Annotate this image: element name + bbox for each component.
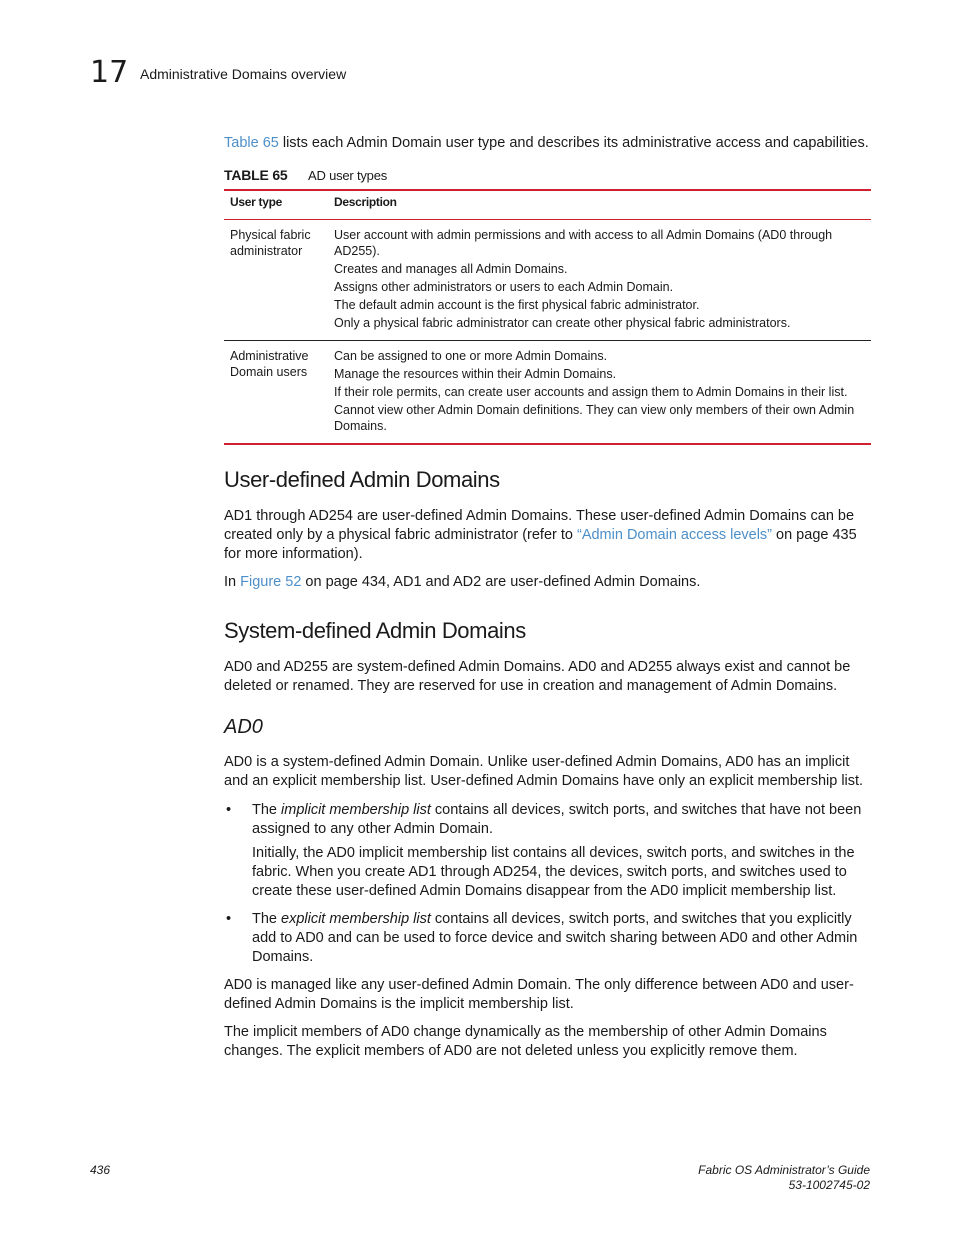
user-type-cell: Physical fabric administrator (224, 220, 328, 341)
list-item: • The explicit membership list contains all devices, switch ports, and switches that you explicitly add to AD0 and can be used to force device and switch sharing between AD0 and other Admin Domains. (226, 911, 858, 965)
footer-guide-info (698, 1163, 870, 1193)
page-content (224, 134, 872, 1061)
table-65-link[interactable]: Table 65 (224, 135, 279, 151)
system-defined-heading: System-defined Admin Domains (224, 618, 526, 643)
table-caption (224, 167, 872, 183)
ad0-managed-paragraph: AD0 is managed like any user-defined Admin Domain. The only difference between AD0 and user-defined Admin Domains is the implicit membership list. (224, 977, 854, 1012)
ad0-implicit-members-paragraph: The implicit members of AD0 change dynamically as the membership of other Admin Domains changes. The explicit members of AD0 are not deleted unless you explicitly remove them. (224, 1024, 827, 1059)
figure-reference-paragraph: In Figure 52 on page 434, AD1 and AD2 are user-defined Admin Domains. (224, 574, 701, 590)
list-item-subparagraph: Initially, the AD0 implicit membership list contains all devices, switch ports, and switches in the fabric. When you create AD1 through AD254, the devices, switch ports, and switches used to create these user-defined Admin Domains disappear from the AD0 implicit membership list. (252, 845, 855, 899)
document-id: 53-1002745-02 (788, 1178, 870, 1192)
intro-paragraph: Table 65 lists each Admin Domain user type and describes its administrative access and capabilities. (224, 135, 869, 151)
guide-title: Fabric OS Administrator’s Guide (698, 1163, 870, 1177)
user-defined-paragraph: AD1 through AD254 are user-defined Admin Domains. These user-defined Admin Domains can be created only by a physical fabric administrator (refer to “Admin Domain access levels” on page 435 for more information). (224, 508, 857, 562)
running-header: Administrative Domains overview (140, 66, 347, 82)
user-type-cell: Administrative Domain users (224, 341, 328, 445)
description-cell: User account with admin permissions and with access to all Admin Domains (AD0 through AD255). Creates and manages all Admin Domains. Assigns other administrators or users to each Admin Domain. The default admin account is the first physical fabric administrator. Only a physical fabric administrator can create other physical fabric administrators. (328, 220, 871, 341)
system-defined-paragraph: AD0 and AD255 are system-defined Admin Domains. AD0 and AD255 always exist and cannot be deleted or renamed. They are reserved for use in creation and management of Admin Domains. (224, 659, 851, 694)
page-number: 436 (90, 1163, 111, 1177)
access-levels-link[interactable]: “Admin Domain access levels” (576, 527, 772, 543)
ad-user-types-table (224, 189, 871, 445)
membership-list (224, 801, 872, 967)
bullet-icon: • (226, 802, 232, 818)
chapter-number: 17 (90, 55, 129, 90)
user-defined-heading: User-defined Admin Domains (224, 467, 500, 492)
ad0-heading: AD0 (224, 716, 263, 738)
ad0-paragraph: AD0 is a system-defined Admin Domain. Unlike user-defined Admin Domains, AD0 has an implicit and an explicit membership list. User-defined Admin Domains have only an explicit membership list. (224, 754, 864, 789)
col-header-user-type: User type (224, 190, 328, 220)
table-title: AD user types (308, 168, 388, 183)
table-row (224, 341, 871, 445)
description-cell: Can be assigned to one or more Admin Domains. Manage the resources within their Admin Domains. If their role permits, can create user accounts and assign them to Admin Domains in their list. Cannot view other Admin Domain definitions. They can view only members of their own Admin Domains. (328, 341, 871, 445)
col-header-description: Description (328, 190, 871, 220)
bullet-icon: • (226, 911, 232, 927)
table-row (224, 220, 871, 341)
figure-52-link[interactable]: Figure 52 (240, 574, 302, 590)
table-label: TABLE 65 (224, 167, 288, 183)
list-item: • The implicit membership list contains all devices, switch ports, and switches that have not been assigned to any other Admin Domain. Initially, the AD0 implicit membership list contains all devices, switch ports, and switches in the fabric. When you create AD1 through AD254, the devices, switch ports, and switches used to create these user-defined Admin Domains disappear from the AD0 implicit membership list. (224, 801, 872, 901)
